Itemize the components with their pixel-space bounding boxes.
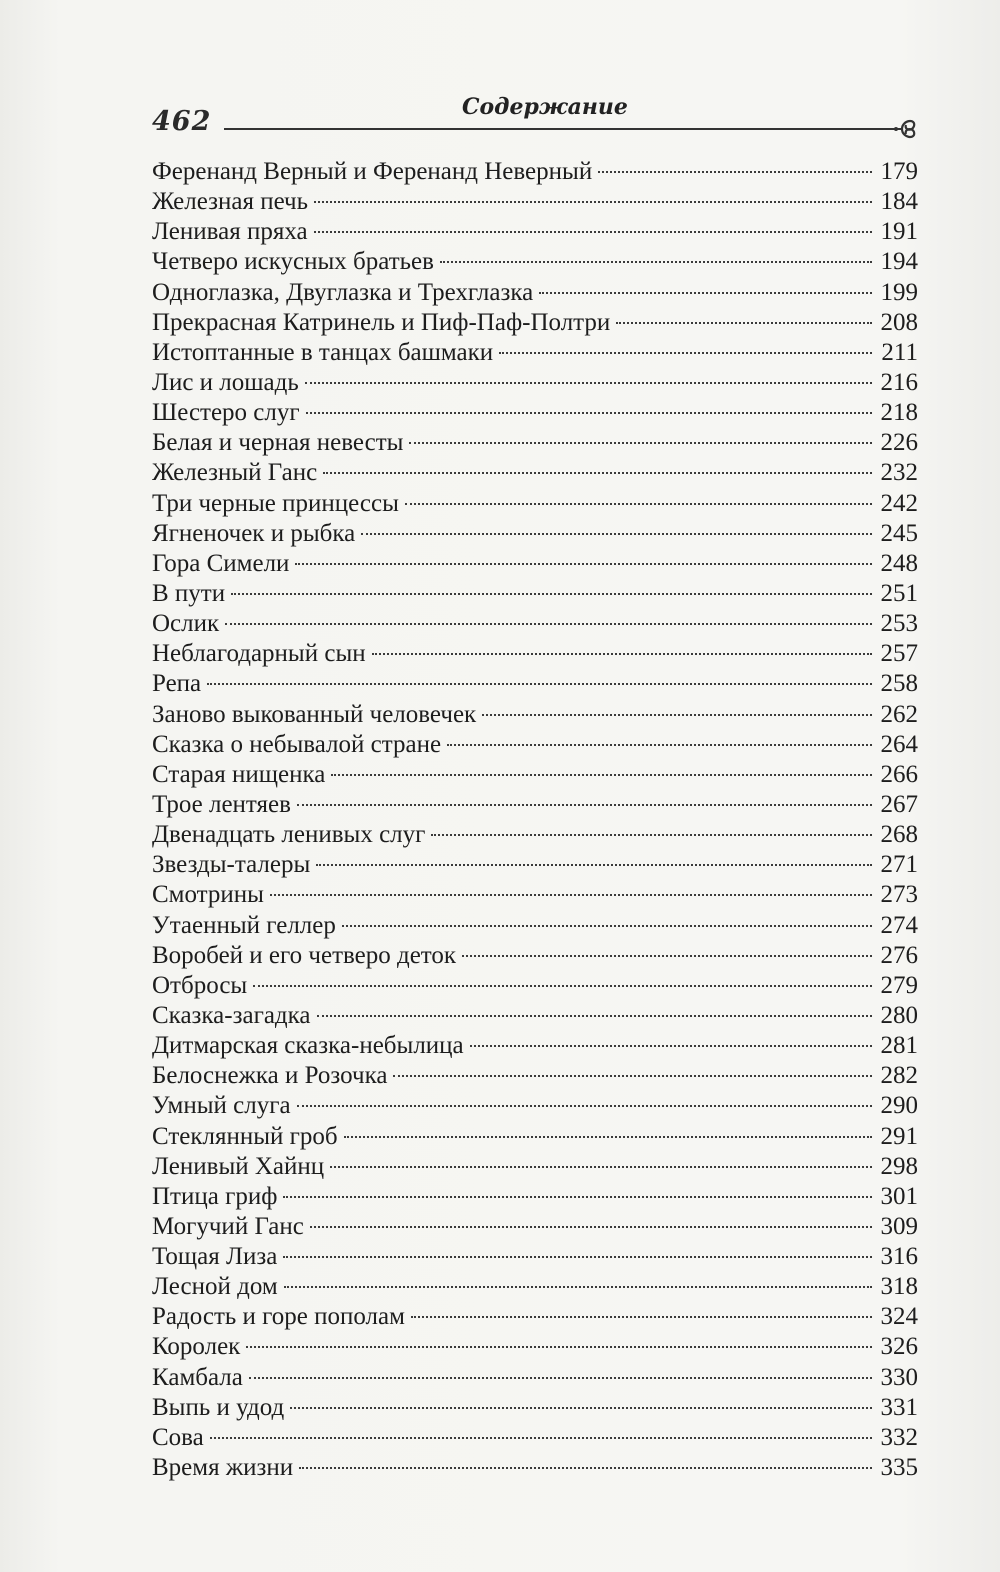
toc-dot-leader (342, 925, 872, 927)
toc-entry-page: 262 (880, 700, 918, 728)
toc-dot-leader (393, 1075, 872, 1077)
toc-entry-page: 258 (880, 670, 918, 698)
toc-entry-page: 309 (880, 1212, 918, 1240)
toc-entry-title: Белоснежка и Розочка (152, 1062, 388, 1090)
toc-entry (152, 428, 918, 458)
toc-dot-leader (409, 442, 872, 444)
toc-entry-page: 268 (880, 821, 918, 849)
toc-entry-title: Могучий Ганс (152, 1212, 304, 1240)
flourish-icon (888, 112, 922, 146)
toc-dot-leader (598, 171, 872, 173)
toc-dot-leader (246, 1346, 872, 1348)
toc-entry-page: 331 (880, 1393, 918, 1421)
toc-dot-leader (447, 744, 872, 746)
toc-dot-leader (306, 412, 872, 414)
toc-entry-title: Репа (152, 670, 202, 698)
toc-entry-title: Радость и горе пополам (152, 1303, 405, 1331)
toc-entry (152, 730, 918, 760)
toc-dot-leader (314, 201, 872, 203)
toc-dot-leader (283, 1196, 872, 1198)
toc-dot-leader (470, 1045, 872, 1047)
toc-entry-title: Прекрасная Катринель и Пиф-Паф-Полтри (152, 308, 611, 336)
toc-dot-leader (316, 864, 872, 866)
toc-entry (152, 1152, 918, 1182)
toc-entry-title: Ленивый Хайнц (152, 1152, 325, 1180)
toc-entry (152, 1363, 918, 1393)
toc-entry-page: 298 (880, 1152, 918, 1180)
toc-entry-page: 332 (880, 1423, 918, 1451)
toc-entry-page: 271 (880, 851, 918, 879)
toc-dot-leader (305, 382, 872, 384)
toc-entry-page: 218 (880, 399, 918, 427)
toc-entry (152, 157, 918, 187)
toc-entry (152, 941, 918, 971)
toc-entry (152, 850, 918, 880)
toc-entry-page: 335 (880, 1454, 918, 1482)
toc-entry-title: Дитмарская сказка-небылица (152, 1032, 464, 1060)
toc-entry-page: 316 (880, 1243, 918, 1271)
toc-entry-page: 179 (880, 158, 918, 185)
toc-entry-title: Сова (152, 1423, 204, 1451)
toc-entry (152, 820, 918, 850)
toc-entry-title: Ослик (152, 610, 220, 638)
toc-entry-title: Белая и черная невесты (152, 429, 404, 457)
toc-dot-leader (249, 1377, 872, 1379)
toc-entry (152, 1393, 918, 1423)
toc-dot-leader (299, 1467, 872, 1469)
toc-entry (152, 549, 918, 579)
toc-entry-page: 279 (880, 971, 918, 999)
toc-entry-page: 326 (880, 1333, 918, 1361)
toc-dot-leader (225, 623, 872, 625)
toc-entry-page: 266 (880, 760, 918, 788)
toc-entry-title: Три черные принцессы (152, 489, 399, 517)
toc-dot-leader (310, 1226, 872, 1228)
toc-entry-title: Воробей и его четверо деток (152, 941, 457, 969)
toc-dot-leader (314, 231, 872, 233)
toc-entry (152, 911, 918, 941)
toc-entry-title: Истоптанные в танцах башмаки (152, 338, 494, 366)
toc-dot-leader (297, 804, 872, 806)
toc-entry-title: Ленивая пряха (152, 218, 308, 246)
toc-entry (152, 579, 918, 609)
toc-dot-leader (253, 985, 872, 987)
toc-entry (152, 278, 918, 308)
toc-entry-page: 280 (880, 1001, 918, 1029)
toc-entry-title: Утаенный геллер (152, 911, 336, 939)
toc-entry (152, 639, 918, 669)
toc-entry-page: 226 (880, 429, 918, 457)
toc-entry-page: 301 (880, 1182, 918, 1210)
toc-entry-title: Заново выкованный человечек (152, 700, 477, 728)
toc-dot-leader (499, 352, 872, 354)
toc-entry-title: Железная печь (152, 188, 309, 216)
toc-entry-page: 281 (880, 1032, 918, 1060)
toc-entry (152, 760, 918, 790)
toc-entry-title: Ягненочек и рыбка (152, 519, 356, 547)
toc-dot-leader (270, 894, 872, 896)
toc-dot-leader (482, 714, 872, 716)
toc-entry (152, 338, 918, 368)
toc-entry-title: Лесной дом (152, 1273, 278, 1301)
toc-entry (152, 1212, 918, 1242)
toc-entry-page: 191 (880, 218, 918, 246)
toc-entry-page: 330 (880, 1363, 918, 1391)
toc-dot-leader (231, 593, 872, 595)
toc-entry-title: Отбросы (152, 971, 248, 999)
toc-dot-leader (344, 1136, 872, 1138)
toc-entry-page: 245 (880, 519, 918, 547)
toc-entry (152, 187, 918, 217)
toc-dot-leader (295, 563, 872, 565)
toc-entry-title: В пути (152, 579, 226, 607)
page-header (152, 92, 922, 152)
toc-entry-page: 267 (880, 790, 918, 818)
toc-entry-title: Одноглазка, Двуглазка и Трехглазка (152, 278, 534, 306)
toc-dot-leader (616, 322, 872, 324)
toc-entry (152, 1302, 918, 1332)
toc-entry (152, 247, 918, 277)
toc-entry (152, 489, 918, 519)
toc-entry (152, 1031, 918, 1061)
toc-entry-page: 194 (880, 248, 918, 276)
toc-entry-page: 257 (880, 640, 918, 668)
toc-entry (152, 1242, 918, 1272)
toc-dot-leader (290, 1407, 872, 1409)
toc-entry-page: 208 (880, 308, 918, 336)
toc-dot-leader (431, 834, 872, 836)
header-rule (224, 128, 894, 130)
toc-entry-title: Время жизни (152, 1454, 294, 1482)
toc-entry-title: Тощая Лиза (152, 1243, 278, 1271)
toc-entry (152, 368, 918, 398)
toc-entry (152, 790, 918, 820)
toc-entry (152, 1122, 918, 1152)
toc-dot-leader (210, 1437, 872, 1439)
toc-dot-leader (297, 1105, 872, 1107)
toc-dot-leader (323, 472, 872, 474)
toc-dot-leader (331, 774, 872, 776)
toc-entry (152, 1453, 918, 1483)
toc-entry (152, 458, 918, 488)
toc-entry (152, 217, 918, 247)
toc-entry (152, 1332, 918, 1362)
toc-entry (152, 609, 918, 639)
toc-entry-title: Трое лентяев (152, 790, 291, 818)
toc-entry (152, 308, 918, 338)
toc-entry-page: 232 (880, 459, 918, 487)
toc-entry-title: Неблагодарный сын (152, 640, 366, 668)
toc-entry-page: 253 (880, 610, 918, 638)
toc-entry (152, 700, 918, 730)
toc-entry-page: 276 (880, 941, 918, 969)
toc-entry-page: 324 (880, 1303, 918, 1331)
toc-entry-title: Звезды-талеры (152, 851, 311, 879)
toc-entry-title: Четверо искусных братьев (152, 248, 434, 276)
toc-entry-title: Двенадцать ленивых слуг (152, 821, 426, 849)
toc-entry-title: Сказка-загадка (152, 1001, 311, 1029)
toc-entry (152, 398, 918, 428)
toc-entry-page: 318 (880, 1273, 918, 1301)
toc-entry-title: Лис и лошадь (152, 368, 299, 396)
toc-dot-leader (283, 1256, 872, 1258)
toc-entry (152, 1001, 918, 1031)
toc-dot-leader (462, 955, 872, 957)
toc-dot-leader (440, 261, 872, 263)
toc-entry-title: Ференанд Верный и Ференанд Неверный (152, 158, 593, 185)
toc-entry-page: 273 (880, 881, 918, 909)
toc-entry-page: 291 (880, 1122, 918, 1150)
toc-entry-page: 211 (881, 338, 918, 366)
toc-entry (152, 669, 918, 699)
toc-entry (152, 519, 918, 549)
toc-entry-title: Выпь и удод (152, 1393, 285, 1421)
toc-entry-title: Железный Ганс (152, 459, 318, 487)
section-title: Содержание (462, 94, 628, 120)
toc-entry-title: Гора Симели (152, 549, 290, 577)
toc-entry (152, 971, 918, 1001)
toc-entry-page: 184 (880, 188, 918, 216)
toc-entry-title: Камбала (152, 1363, 243, 1391)
toc-entry-page: 282 (880, 1062, 918, 1090)
table-of-contents (152, 157, 918, 1483)
toc-dot-leader (330, 1166, 872, 1168)
toc-entry-title: Умный слуга (152, 1092, 291, 1120)
toc-entry (152, 880, 918, 910)
toc-dot-leader (405, 503, 872, 505)
toc-entry-title: Королек (152, 1333, 241, 1361)
toc-entry-title: Старая нищенка (152, 760, 326, 788)
toc-entry (152, 1272, 918, 1302)
toc-entry-title: Смотрины (152, 881, 264, 909)
toc-entry (152, 1091, 918, 1121)
toc-entry-title: Сказка о небывалой стране (152, 730, 442, 758)
toc-dot-leader (317, 1015, 872, 1017)
toc-entry-page: 216 (880, 368, 918, 396)
toc-entry-title: Стеклянный гроб (152, 1122, 338, 1150)
toc-entry-page: 274 (880, 911, 918, 939)
toc-entry-page: 248 (880, 549, 918, 577)
toc-entry (152, 1061, 918, 1091)
toc-entry (152, 1423, 918, 1453)
toc-entry-page: 290 (880, 1092, 918, 1120)
toc-entry-title: Птица гриф (152, 1182, 278, 1210)
toc-entry-page: 199 (880, 278, 918, 306)
toc-dot-leader (361, 533, 872, 535)
toc-dot-leader (539, 292, 872, 294)
toc-entry-page: 264 (880, 730, 918, 758)
toc-dot-leader (207, 683, 872, 685)
toc-dot-leader (372, 653, 872, 655)
toc-entry-page: 242 (880, 489, 918, 517)
toc-entry-title: Шестеро слуг (152, 399, 300, 427)
toc-entry (152, 1182, 918, 1212)
page-number: 462 (152, 106, 212, 137)
toc-dot-leader (284, 1286, 872, 1288)
toc-entry-page: 251 (880, 579, 918, 607)
toc-dot-leader (411, 1316, 872, 1318)
